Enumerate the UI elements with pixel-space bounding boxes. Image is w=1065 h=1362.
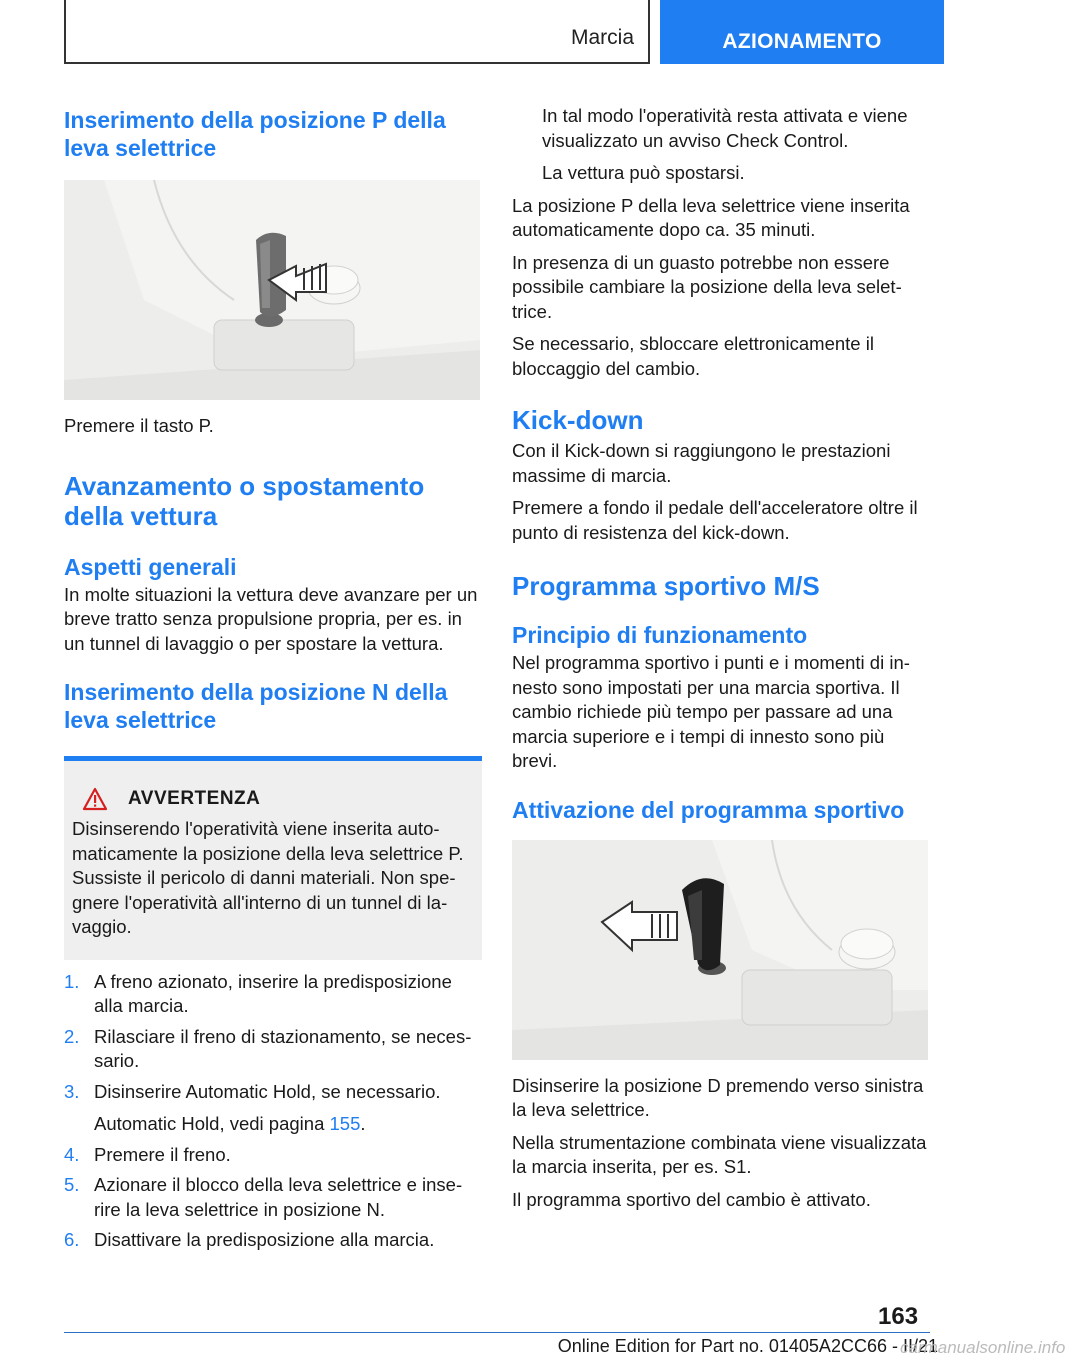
warning-title: AVVERTENZA [128,788,261,809]
list-item: 6. Disattivare la predisposizione alla marcia. [64,1229,435,1250]
continued-text-1: In tal modo l'operatività resta attivata e viene visualizzato un avviso Check Control. [542,105,908,151]
left-column [64,98,482,1253]
continued-text-2: La vettura può spostarsi. [542,162,745,183]
heading-park: Inserimento della posizione P della leva selettrice [64,107,446,161]
heading-advance: Avanzamento o spostamento della vettura [64,470,425,531]
header-section-box [64,0,650,64]
warning-text: Disinserendo l'operatività viene inserita automaticamente la posizione della leva selettrice P. Sussiste il pericolo di danni materiali. Non spegnere l'operatività all'interno di un tunnel di lavaggio. [72,818,464,937]
header-section-title: Marcia [570,26,634,49]
page-link-155[interactable]: 155 [329,1113,361,1134]
illustration-gear-selector-p-button [64,180,480,400]
heading-general: Aspetti generali [64,553,237,580]
list-item: 1. A freno azionato, inserire la predisposizione alla marcia. [64,970,452,1016]
step-note: Automatic Hold, vedi pagina 155. [94,1113,366,1134]
activate-paragraph-3: Il programma sportivo del cambio è attivato. [512,1188,871,1210]
paragraph-auto-p: La posizione P della leva selettrice viene inserita automaticamente dopo ca. 35 minuti. [512,194,910,240]
right-column [512,98,930,1212]
illustration-gear-selector-left [512,840,928,1060]
general-paragraph: In molte situazioni la vettura deve avanzare per un breve tratto senza propulsione propria, per es. in un tunnel di lavaggio o per spostare la vettura. [64,583,478,654]
list-item: 3. Disinserire Automatic Hold, se necessario. Automatic Hold, vedi pagina 155. [64,1080,482,1137]
heading-sport-program: Programma sportivo M/S [512,571,820,601]
heading-neutral: Inserimento della posizione N della leva selettrice [64,679,448,733]
caption-press-p: Premere il tasto P. [64,415,214,436]
paragraph-fault: In presenza di un guasto potrebbe non essere possibile cambiare la posizione della leva selettrice. [512,251,902,322]
watermark: carmanualsonline.info [900,1338,1065,1357]
warning-box [64,756,482,960]
page-header [0,0,960,66]
header-chapter-tab: AZIONAMENTO [660,0,944,64]
heading-kickdown: Kick-down [512,405,644,435]
footer-divider [64,1332,930,1333]
steps-list [64,970,482,1253]
activate-paragraph-1: Disinserire la posizione D premendo verso sinistra la leva selettrice. [512,1074,924,1120]
warning-triangle-icon [82,787,108,811]
list-item: 5. Azionare il blocco della leva selettrice e inserire la leva selettrice in posizione N. [64,1174,463,1220]
principle-paragraph: Nel programma sportivo i punti e i momenti di innesto sono impostati per una marcia sportiva. Il cambio richiede più tempo per passare ad una marcia superiore e i tempi di innesto sono più brevi. [512,652,910,771]
heading-activate-sport: Attivazione del programma sportivo [512,796,905,823]
footer-edition: Online Edition for Part no. 01405A2CC66 - II/21 [557,1336,938,1356]
page-number: 163 [878,1303,919,1330]
paragraph-unlock: Se necessario, sbloccare elettronicamente il bloccaggio del cambio. [512,333,874,379]
activate-paragraph-2: Nella strumentazione combinata viene visualizzata la marcia inserita, per es. S1. [512,1131,927,1177]
kickdown-paragraph-1: Con il Kick-down si raggiungono le prestazioni massime di marcia. [512,440,891,486]
list-item: 4. Premere il freno. [64,1143,231,1165]
heading-principle: Principio di funzionamento [512,622,808,648]
list-item: 2. Rilasciare il freno di stazionamento, se necessario. [64,1025,472,1071]
kickdown-paragraph-2: Premere a fondo il pedale dell'acceleratore oltre il punto di resistenza del kick-down. [512,497,918,543]
